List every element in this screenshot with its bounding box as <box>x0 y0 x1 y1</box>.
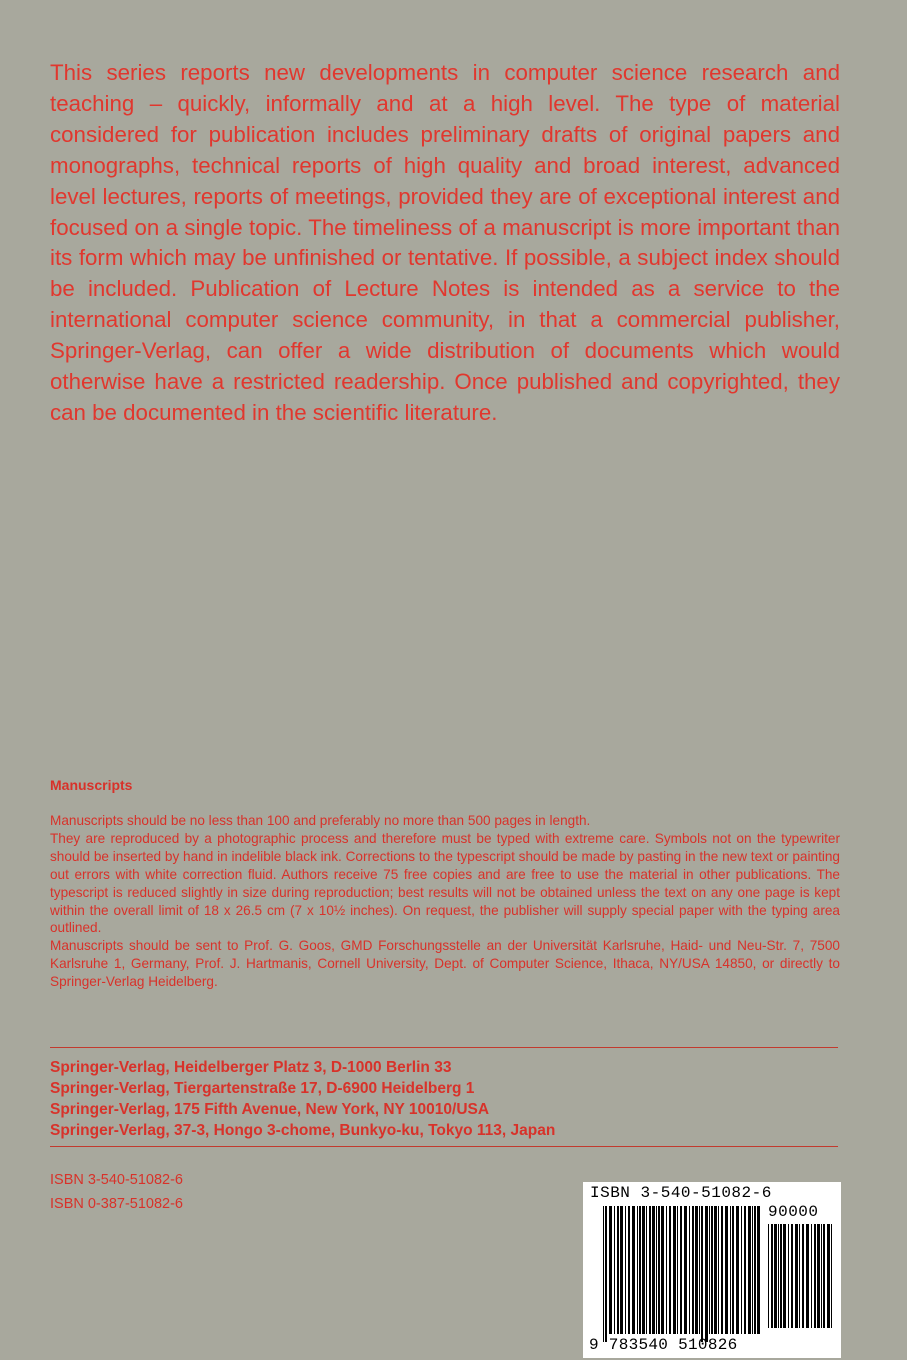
barcode-bar <box>827 1224 830 1328</box>
barcode-bar <box>780 1224 782 1328</box>
isbn-line: ISBN 0-387-51082-6 <box>50 1196 183 1212</box>
barcode-bar <box>632 1206 635 1334</box>
barcode-addon-digits: 90000 <box>768 1203 819 1221</box>
barcode-bar <box>605 1206 607 1342</box>
series-description: This series reports new developments in computer science research and teaching – quickly, informally and at a high level. The type of material considered for publication includes preliminary drafts of original papers and monographs, technical reports of high quality and broad interest, advanced level lectures, reports of meetings, provided they are of exceptional interest and focused on a single topic. The timeliness of a manuscript is more important than its form which may be unfinished or tentative. If possible, a subject index should be included. Publication of Lecture Notes is intended as a service to the international computer science community, in that a commercial publisher, Springer-Verlag, can offer a wide distribution of documents which would otherwise have a restricted readership. Once published and copyrighted, they can be documented in the scientific literature. <box>50 60 840 425</box>
barcode-bar <box>603 1206 604 1342</box>
barcode-bar <box>711 1206 713 1334</box>
barcode-bar <box>732 1206 734 1334</box>
barcode-bar <box>689 1206 690 1334</box>
barcode-bar <box>730 1206 731 1334</box>
barcode-bar <box>649 1206 651 1334</box>
barcode-main-bars <box>603 1206 763 1342</box>
barcode-bar <box>744 1206 746 1334</box>
barcode-bar <box>695 1206 698 1334</box>
manuscripts-paragraph: They are reproduced by a photographic process and therefore must be typed with extreme care. Symbols not on the typewriter should be inserted by hand in indelible black ink. Corrections to the typescript should be made by pasting in the new text or painting out errors with white correction fluid. Authors receive 75 free copies and are free to use the material in other publications. The typescript is reduced slightly in size during reproduction; best results will not be obtained unless the text on any one page is kept within the overall limit of 18 x 26.5 cm (7 x 10½ inches). On request, the publisher will supply special paper with the typing area outlined. <box>50 830 840 936</box>
manuscripts-paragraph: Manuscripts should be no less than 100 and preferably no more than 500 pages in length. <box>50 813 591 828</box>
barcode-bar <box>666 1206 667 1334</box>
barcode-bar <box>646 1206 647 1334</box>
barcode-bar <box>806 1224 809 1328</box>
barcode-bar <box>752 1206 753 1334</box>
barcode-bar <box>609 1206 612 1334</box>
barcode-bar <box>614 1206 615 1334</box>
barcode-bar <box>692 1206 694 1334</box>
barcode-bar <box>823 1224 825 1328</box>
barcode-bar <box>656 1206 657 1334</box>
barcode-bar <box>701 1206 703 1342</box>
barcode-bar <box>661 1206 664 1334</box>
barcode-bar <box>658 1206 660 1334</box>
barcode-bar <box>736 1206 739 1334</box>
barcode-bar <box>669 1206 671 1334</box>
barcode-bar <box>617 1206 619 1334</box>
barcode-bar <box>817 1224 820 1328</box>
barcode-bar <box>677 1206 678 1334</box>
barcode-isbn-label: ISBN 3-540-51082-6 <box>590 1184 772 1202</box>
address-line: Springer-Verlag, 175 Fifth Avenue, New York, NY 10010/USA <box>50 1101 490 1118</box>
barcode-bar <box>814 1224 816 1328</box>
publisher-addresses <box>50 1057 840 1141</box>
barcode-bar <box>754 1206 756 1334</box>
barcode-bar <box>680 1206 682 1334</box>
barcode-bar <box>637 1206 638 1334</box>
barcode-bar <box>774 1224 777 1328</box>
barcode-bar <box>783 1224 786 1328</box>
barcode-bar <box>673 1206 676 1334</box>
barcode-bar <box>620 1206 623 1334</box>
barcode-bar <box>714 1206 717 1334</box>
barcode-bar <box>799 1224 800 1328</box>
barcode-bar <box>725 1206 728 1334</box>
manuscripts-paragraph: Manuscripts should be sent to Prof. G. Goos, GMD Forschungsstelle an der Universität Karlsruhe, Haid- und Neu-Str. 7, 7500 Karlsruhe 1, Germany, Prof. J. Hartmanis, Cornell University, Dept. of Computer Science, Ithaca, NY/USA 14850, or directly to Springer-Verlag Heidelberg. <box>50 938 840 990</box>
barcode-bar <box>791 1224 793 1328</box>
address-line: Springer-Verlag, Tiergartenstraße 17, D-6900 Heidelberg 1 <box>50 1080 475 1097</box>
barcode <box>583 1182 841 1358</box>
barcode-ean-digits: 9 783540 510826 <box>589 1336 738 1354</box>
barcode-bar <box>625 1206 626 1334</box>
barcode-bar <box>628 1206 630 1334</box>
barcode-bar <box>831 1224 832 1328</box>
barcode-bar <box>718 1206 719 1334</box>
barcode-bar <box>639 1206 641 1334</box>
manuscripts-section <box>50 812 840 991</box>
isbn-line: ISBN 3-540-51082-6 <box>50 1172 183 1188</box>
barcode-bar <box>705 1206 708 1342</box>
barcode-bar <box>721 1206 723 1334</box>
barcode-bar <box>652 1206 655 1334</box>
barcode-bar <box>821 1224 822 1328</box>
manuscripts-heading: Manuscripts <box>50 777 133 793</box>
divider-bottom <box>50 1146 838 1147</box>
barcode-bar <box>795 1224 798 1328</box>
address-line: Springer-Verlag, 37-3, Hongo 3-chome, Bunkyo-ku, Tokyo 113, Japan <box>50 1122 556 1139</box>
barcode-bar <box>768 1224 769 1328</box>
barcode-bar <box>699 1206 700 1334</box>
address-line: Springer-Verlag, Heidelberger Platz 3, D-1000 Berlin 33 <box>50 1059 452 1076</box>
barcode-bar <box>757 1206 760 1334</box>
barcode-bar <box>778 1224 779 1328</box>
barcode-bar <box>642 1206 645 1334</box>
barcode-bar <box>811 1224 812 1328</box>
barcode-bar <box>771 1224 773 1328</box>
barcode-bar <box>748 1206 751 1334</box>
barcode-bar <box>684 1206 687 1334</box>
barcode-bar <box>741 1206 742 1334</box>
barcode-bar <box>788 1224 789 1328</box>
barcode-addon-bars <box>768 1224 834 1336</box>
isbn-list <box>50 1168 183 1216</box>
barcode-bar <box>802 1224 804 1328</box>
divider-top <box>50 1047 838 1048</box>
barcode-bar <box>709 1206 710 1334</box>
